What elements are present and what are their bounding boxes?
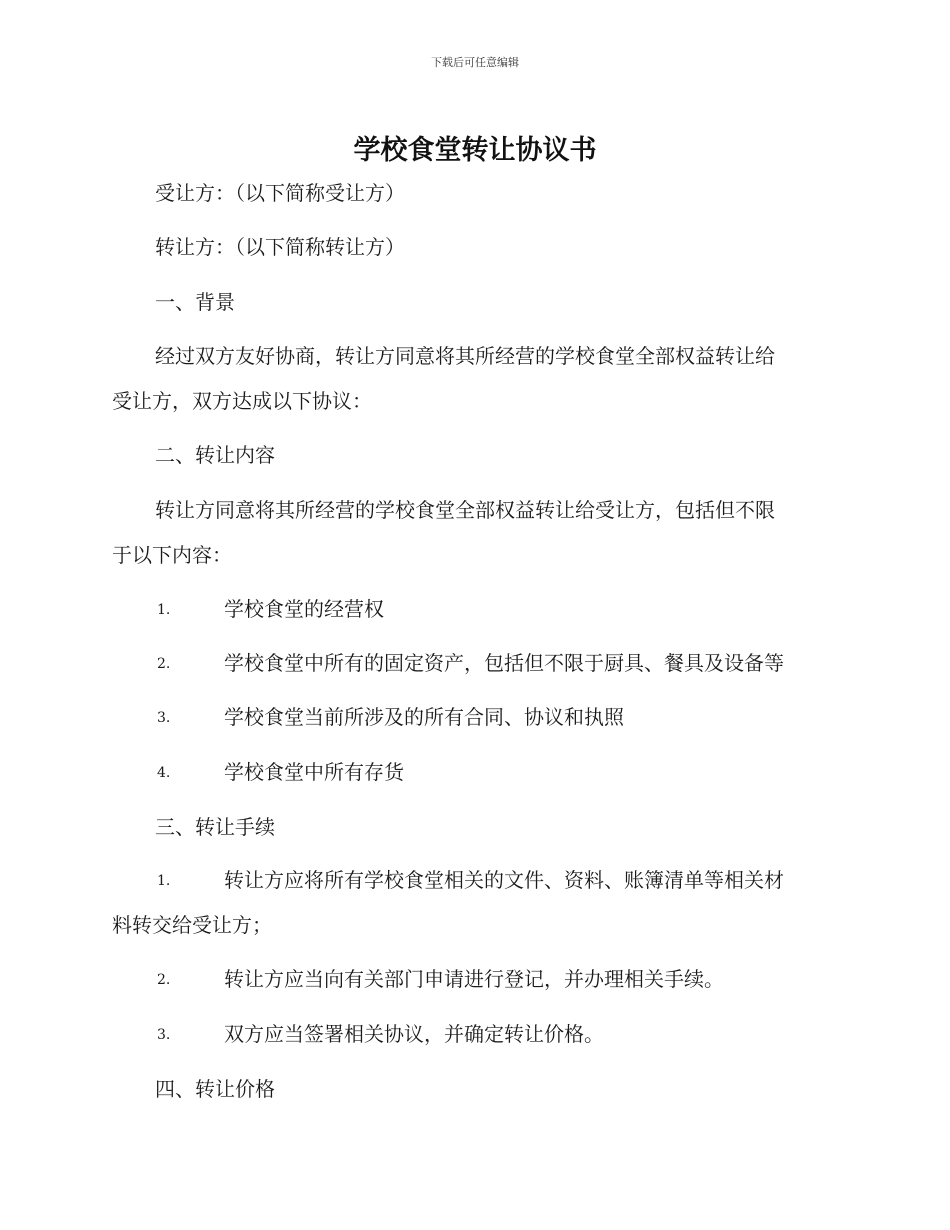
section-heading-procedures: 三、转让手续: [155, 815, 275, 839]
section-heading-content: 二、转让内容: [155, 443, 275, 467]
assignor-line: 转让方：（以下简称转让方）: [155, 235, 405, 259]
list-item-text: 转让方应将所有学校食堂相关的文件、资料、账簿清单等相关材: [224, 868, 784, 892]
list-item-number: 1.: [157, 602, 171, 618]
document-title: 学校食堂转让协议书: [353, 135, 597, 166]
content-paragraph-line-1: 转让方同意将其所经营的学校食堂全部权益转让给受让方，包括但不限: [155, 498, 775, 522]
list-item-continuation: 料转交给受让方；: [112, 913, 272, 937]
list-item-text: 转让方应当向有关部门申请进行登记，并办理相关手续。: [224, 967, 724, 991]
background-paragraph-line-2: 受让方，双方达成以下协议：: [112, 389, 372, 413]
background-paragraph-line-1: 经过双方友好协商，转让方同意将其所经营的学校食堂全部权益转让给: [155, 344, 775, 368]
assignee-line: 受让方：（以下简称受让方）: [155, 181, 405, 205]
list-item-text: 学校食堂的经营权: [224, 597, 384, 621]
list-item-number: 2.: [157, 972, 171, 988]
list-item-number: 3.: [157, 710, 171, 726]
section-heading-price: 四、转让价格: [155, 1077, 275, 1101]
content-paragraph-line-2: 于以下内容：: [112, 543, 232, 567]
list-item-number: 3.: [157, 1027, 171, 1043]
list-item-number: 1.: [157, 873, 171, 889]
list-item-number: 2.: [157, 656, 171, 672]
list-item-text: 学校食堂中所有存货: [224, 760, 404, 784]
list-item-text: 学校食堂中所有的固定资产，包括但不限于厨具、餐具及设备等: [224, 651, 784, 675]
list-item-text: 双方应当签署相关协议，并确定转让价格。: [224, 1022, 604, 1046]
section-heading-background: 一、背景: [155, 290, 235, 314]
header-note: 下载后可任意编辑: [431, 56, 519, 69]
list-item-number: 4.: [157, 765, 171, 781]
list-item-text: 学校食堂当前所涉及的所有合同、协议和执照: [224, 705, 624, 729]
